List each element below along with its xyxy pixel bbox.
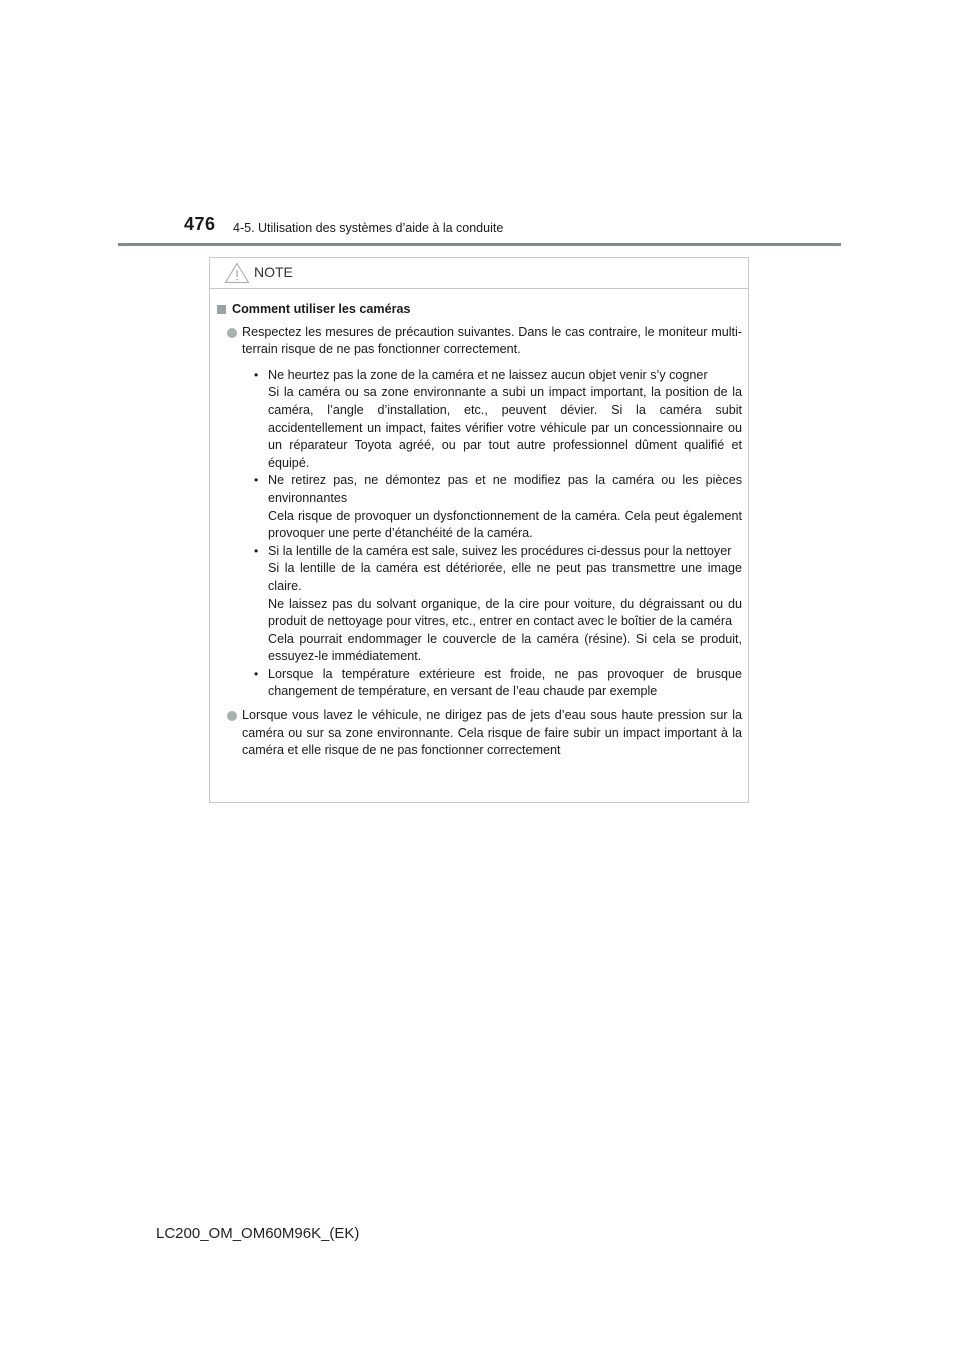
sub-item-title: Lorsque la température extérieure est froide, ne pas provoquer de brusque changement de température, en versant de l’eau chaude par exemple <box>268 666 742 699</box>
note-point-text: Respectez les mesures de précaution suivantes. Dans le cas contraire, le moniteur multi-terrain risque de ne pas fonctionner correctement. <box>242 324 742 357</box>
sub-item <box>252 367 742 473</box>
sub-item-title: Ne retirez pas, ne démontez pas et ne modifiez pas la caméra ou les pièces environnantes <box>268 473 742 505</box>
sub-item-text: Si la lentille de la caméra est détériorée, elle ne peut pas transmettre une image claire. <box>268 561 742 593</box>
dot-bullet-icon: • <box>254 543 259 558</box>
note-box <box>209 257 749 803</box>
circle-bullet-icon <box>227 711 237 721</box>
sub-item-text: Cela risque de provoquer un dysfonctionnement de la caméra. Cela peut également provoquer une perte d’étanchéité de la caméra. <box>268 508 742 541</box>
sub-item-text: Cela pourrait endommager le couvercle de la caméra (résine). Si cela se produit, essuyez-le immédiatement. <box>268 631 742 664</box>
page-number: 476 <box>184 214 216 234</box>
warning-triangle-icon <box>224 262 250 284</box>
circle-bullet-icon <box>227 328 237 338</box>
sub-item <box>252 666 742 701</box>
note-point-text: Lorsque vous lavez le véhicule, ne dirigez pas de jets d’eau sous haute pression sur la caméra ou sur sa zone environnante. Cela risque de faire subir un impact important à la caméra et elle risque de ne pas fonctionner correctement <box>242 708 742 758</box>
sub-list <box>242 367 742 701</box>
note-heading-text: Comment utiliser les caméras <box>232 302 411 316</box>
sub-item-text: Si la caméra ou sa zone environnante a subi un impact important, la position de la caméra, l’angle d’installation, etc., peuvent dévier. Si la caméra subit accidentellement un impact, faites vérifier votre véhicule par un concessionnaire ou un réparateur Toyota agréé, ou par tout autre professionnel dûment qualifié et équipé. <box>268 385 742 470</box>
dot-bullet-icon: • <box>254 367 259 382</box>
sub-item <box>252 472 742 542</box>
header-divider <box>118 243 841 246</box>
note-point <box>216 707 742 760</box>
note-heading <box>216 301 742 319</box>
sub-item-title: Si la lentille de la caméra est sale, suivez les procédures ci-dessus pour la nettoyer <box>268 543 732 558</box>
square-bullet-icon <box>217 305 226 314</box>
sub-item-text: Ne laissez pas du solvant organique, de la cire pour voiture, du dégraissant ou du produit de nettoyage pour vitres, etc., entrer en contact avec le boîtier de la caméra <box>268 596 742 629</box>
sub-item-title: Ne heurtez pas la zone de la caméra et ne laissez aucun objet venir s’y cogner <box>268 367 708 382</box>
dot-bullet-icon: • <box>254 473 259 488</box>
section-title: 4-5. Utilisation des systèmes d’aide à la conduite <box>233 221 504 235</box>
note-label: NOTE <box>254 264 293 280</box>
note-header <box>210 258 748 289</box>
note-body <box>210 289 748 760</box>
note-point <box>216 324 742 701</box>
dot-bullet-icon: • <box>254 666 259 681</box>
document-code: LC200_OM_OM60M96K_(EK) <box>156 1225 360 1242</box>
sub-item <box>252 543 742 666</box>
